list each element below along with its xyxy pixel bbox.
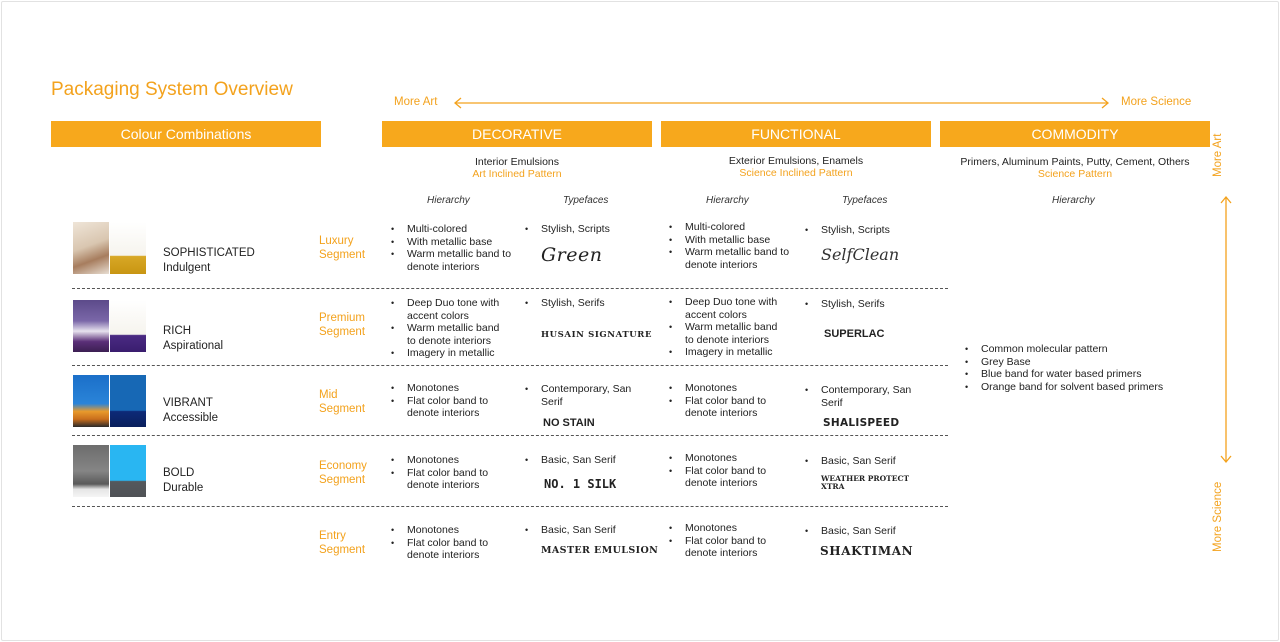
list-item: • Warm metallic band to denote interiors [391, 248, 516, 273]
list-item: • Warm metallic band to denote interiors [669, 321, 789, 346]
decorative-typeface-list [525, 223, 645, 236]
list-item: • Common molecular pattern [965, 343, 1205, 356]
functional-hierarchy-list [669, 221, 794, 271]
weather-protect-brand-logo: WEATHER PROTECT XTRA [821, 474, 910, 491]
commodity-subtitle: Primers, Aluminum Paints, Putty, Cement, Others Science Pattern [960, 156, 1190, 180]
list-item: • Multi-colored [669, 221, 794, 234]
list-item: • Monotones [669, 522, 789, 535]
list-item: • With metallic base [391, 236, 516, 249]
page-title: Packaging System Overview [51, 79, 293, 100]
list-item: • Flat color band to denote interiors [669, 395, 789, 420]
shaktiman-brand-logo: SHAKTIMAN [820, 544, 914, 558]
list-item: • Blue band for water based primers [965, 368, 1205, 381]
list-item: • Monotones [669, 452, 789, 465]
list-item: • Grey Base [965, 356, 1205, 369]
decorative-typeface-list [525, 454, 645, 467]
shalispeed-brand-logo: SHALISPEED [823, 417, 900, 429]
decorative-typeface-list [525, 383, 653, 408]
list-item: • Stylish, Scripts [525, 223, 645, 236]
functional-hierarchy-header: Hierarchy [706, 195, 749, 206]
tier-label: SOPHISTICATED Indulgent [163, 247, 255, 274]
colour-combinations-header: Colour Combinations [51, 121, 321, 147]
green-brand-logo: Green [541, 244, 603, 266]
list-item: • With metallic base [669, 234, 794, 247]
list-item: • Basic, San Serif [525, 454, 645, 467]
decorative-hierarchy-list [391, 297, 511, 360]
no1-silk-brand-logo: NO. 1 SILK [544, 477, 617, 491]
functional-hierarchy-list [669, 522, 789, 560]
list-item: • Monotones [391, 454, 511, 467]
list-item: • Flat color band to denote interiors [391, 467, 511, 492]
decorative-hierarchy-list [391, 382, 511, 420]
row-divider [72, 365, 948, 366]
functional-subtitle: Exterior Emulsions, Enamels Science Inclined Pattern [728, 155, 864, 179]
decorative-hierarchy-list [391, 524, 511, 562]
vertical-art-science-arrow [1219, 194, 1233, 466]
list-item: • Stylish, Scripts [805, 224, 925, 237]
list-item: • Warm metallic band to denote interiors [391, 322, 511, 347]
list-item: • Warm metallic band to denote interiors [669, 246, 794, 271]
cream-purple-swatch [110, 300, 146, 352]
functional-hierarchy-list [669, 296, 789, 359]
list-item: • Stylish, Serifs [805, 298, 925, 311]
segment-label: Entry Segment [319, 530, 366, 556]
purple-room-swatch [73, 300, 109, 352]
decorative-subtitle: Interior Emulsions Art Inclined Pattern [472, 156, 562, 180]
list-item: • Basic, San Serif [805, 455, 925, 468]
vertical-more-science-label: More Science [1212, 481, 1224, 553]
functional-typeface-list [805, 224, 925, 237]
row-divider [72, 506, 948, 507]
grey-room-swatch [73, 445, 109, 497]
list-item: • Imagery in metallic [391, 347, 511, 360]
decorative-hierarchy-list [391, 223, 516, 273]
list-item: • Imagery in metallic [669, 346, 789, 359]
list-item: • Flat color band to denote interiors [391, 537, 511, 562]
scale-more-science-label: More Science [1121, 96, 1192, 108]
segment-label: Economy Segment [319, 460, 367, 486]
decorative-typeface-list [525, 297, 645, 310]
room-photo-swatch [73, 222, 109, 274]
superlac-brand-logo: SUPERLAC [824, 328, 885, 340]
blue-navy-swatch [110, 375, 146, 427]
list-item: • Orange band for solvent based primers [965, 381, 1205, 394]
decorative-hierarchy-header: Hierarchy [427, 195, 470, 206]
no-stain-brand-logo: NO STAIN [543, 417, 595, 429]
commodity-hierarchy-list [965, 343, 1205, 393]
selfclean-brand-logo: SelfClean [821, 245, 900, 264]
list-item: • Flat color band to denote interiors [669, 535, 789, 560]
row-divider [72, 435, 948, 436]
blue-room-swatch [73, 375, 109, 427]
tier-label: RICH Aspirational [163, 325, 224, 352]
list-item: • Deep Duo tone with accent colors [391, 297, 511, 322]
list-item: • Flat color band to denote interiors [391, 395, 511, 420]
list-item: • Basic, San Serif [525, 524, 645, 537]
decorative-hierarchy-list [391, 454, 511, 492]
cyan-grey-swatch [110, 445, 146, 497]
list-item: • Flat color band to denote interiors [669, 465, 789, 490]
scale-more-art-label: More Art [394, 96, 438, 108]
list-item: • Monotones [391, 524, 511, 537]
list-item: • Multi-colored [391, 223, 516, 236]
segment-label: Premium Segment [319, 312, 366, 338]
master-emulsion-brand-logo: MASTER EMULSION [541, 545, 659, 556]
functional-typeface-list [805, 525, 925, 538]
cream-gold-swatch [110, 222, 146, 274]
functional-header: FUNCTIONAL [661, 121, 931, 147]
segment-label: Mid Segment [319, 389, 366, 415]
vertical-more-art-label: More Art [1212, 133, 1224, 177]
decorative-header: DECORATIVE [382, 121, 652, 147]
list-item: • Stylish, Serifs [525, 297, 645, 310]
functional-typeface-list [805, 384, 933, 409]
row-divider [72, 288, 948, 289]
commodity-header: COMMODITY [940, 121, 1210, 147]
functional-typeface-list [805, 298, 925, 311]
functional-hierarchy-list [669, 382, 789, 420]
list-item: • Monotones [669, 382, 789, 395]
list-item: • Monotones [391, 382, 511, 395]
tier-label: BOLD Durable [163, 467, 204, 494]
list-item: • Contemporary, San Serif [805, 384, 933, 409]
tier-label: VIBRANT Accessible [163, 397, 218, 424]
functional-typeface-list [805, 455, 925, 468]
art-science-arrow [452, 97, 1112, 109]
functional-hierarchy-list [669, 452, 789, 490]
husain-signature-brand-logo: HUSAIN SIGNATURE [541, 330, 653, 340]
list-item: • Basic, San Serif [805, 525, 925, 538]
decorative-typefaces-header: Typefaces [563, 195, 609, 206]
decorative-typeface-list [525, 524, 645, 537]
functional-typefaces-header: Typefaces [842, 195, 888, 206]
list-item: • Contemporary, San Serif [525, 383, 653, 408]
segment-label: Luxury Segment [319, 235, 366, 261]
commodity-hierarchy-header: Hierarchy [1052, 195, 1095, 206]
list-item: • Deep Duo tone with accent colors [669, 296, 789, 321]
